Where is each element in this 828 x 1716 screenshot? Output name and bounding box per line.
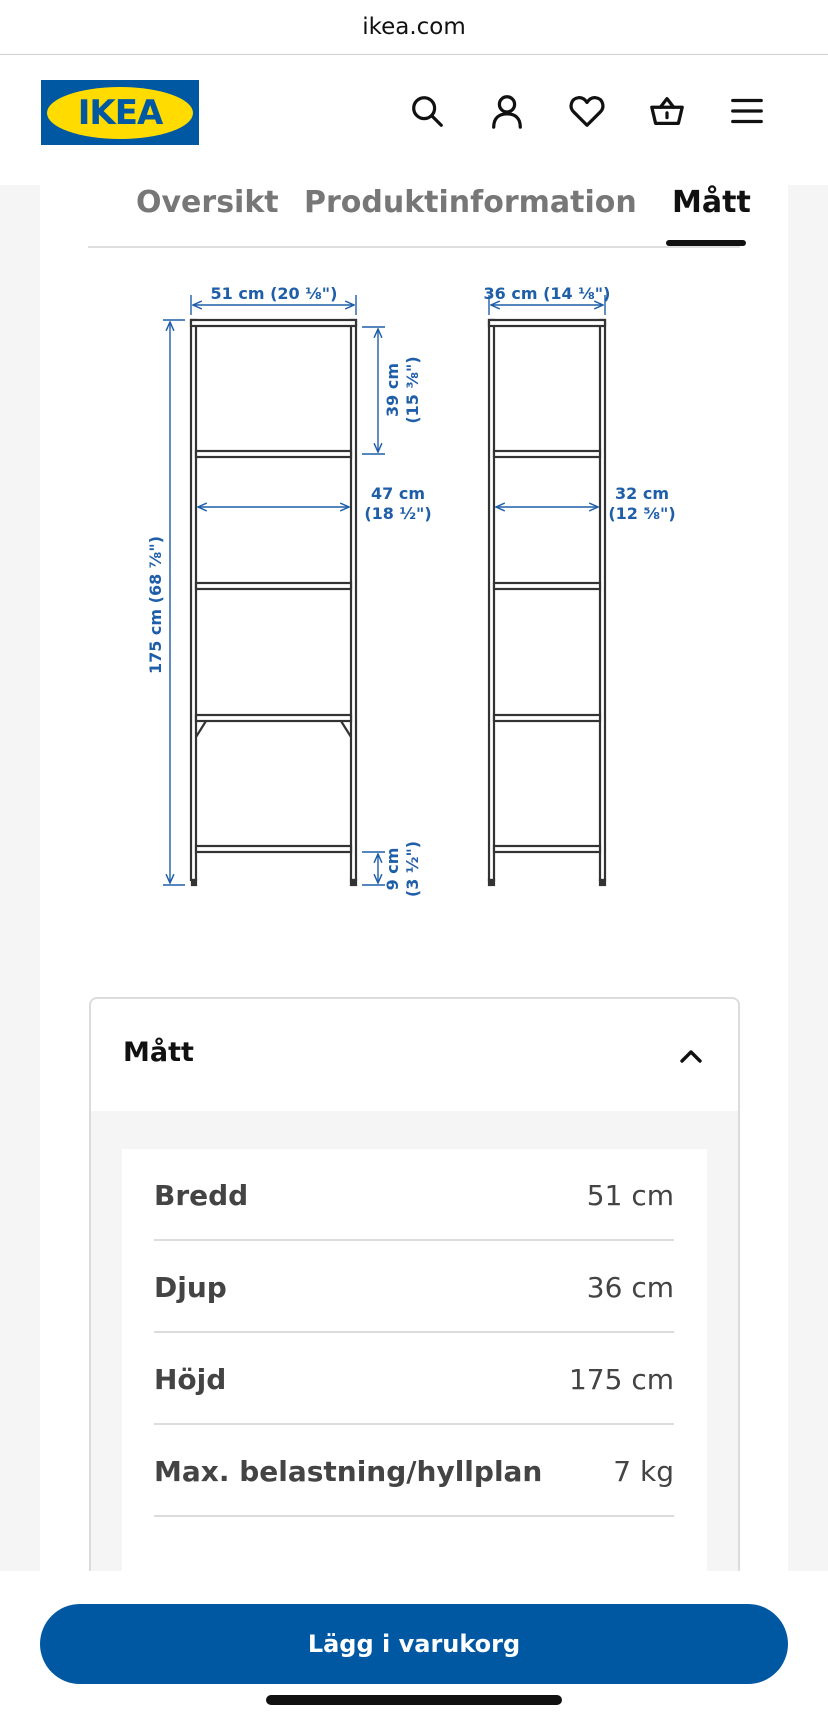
sticky-bottom-bar <box>0 1571 828 1716</box>
url-text: ikea.com <box>362 14 466 40</box>
top-spacing-in-label: (15 ⅜") <box>403 356 422 424</box>
spec-label: Höjd <box>154 1363 227 1396</box>
account-icon[interactable] <box>484 88 530 134</box>
spec-label: Bredd <box>154 1179 249 1212</box>
inner-depth-cm-label: 32 cm <box>615 484 669 503</box>
spec-row <box>154 1333 674 1425</box>
spec-label: Djup <box>154 1271 227 1304</box>
side-view-shelf <box>489 320 605 885</box>
front-view-shelf <box>191 320 356 885</box>
inner-depth-in-label: (12 ⅝") <box>608 504 676 523</box>
accordion-header[interactable] <box>91 999 738 1111</box>
spec-value: 51 cm <box>586 1179 674 1212</box>
product-content-card <box>40 185 788 1571</box>
spec-value: 7 kg <box>613 1455 674 1488</box>
spec-row <box>154 1425 674 1517</box>
spec-table <box>122 1149 707 1571</box>
spec-row <box>154 1241 674 1333</box>
ikea-logo[interactable] <box>41 80 199 145</box>
browser-url-bar[interactable] <box>0 0 828 55</box>
spec-value: 36 cm <box>586 1271 674 1304</box>
heart-icon[interactable] <box>564 88 610 134</box>
chevron-up-icon[interactable] <box>676 1041 706 1071</box>
side-depth-label: 36 cm (14 ⅛") <box>483 284 611 303</box>
foot-height-in-label: (3 ½") <box>403 840 422 898</box>
site-header <box>0 55 828 185</box>
product-tabs <box>88 185 751 248</box>
total-height-label: 175 cm (68 ⅞") <box>146 535 165 675</box>
inner-width-in-label: (18 ½") <box>364 504 432 523</box>
accordion-title: Mått <box>123 1037 194 1068</box>
inner-width-cm-label: 47 cm <box>371 484 425 503</box>
logo-text: IKEA <box>77 92 163 133</box>
active-tab-indicator <box>666 240 746 246</box>
foot-height-cm-label: 9 cm <box>383 847 402 891</box>
tab-produktinformation[interactable]: Produktinformation <box>304 185 637 220</box>
cart-icon[interactable] <box>644 88 690 134</box>
spec-value: 175 cm <box>568 1363 674 1396</box>
logo-oval <box>47 87 193 139</box>
front-width-label: 51 cm (20 ⅛") <box>210 284 338 303</box>
menu-icon[interactable] <box>724 88 770 134</box>
dimensions-accordion <box>89 997 740 1571</box>
tab-oversikt[interactable]: Oversikt <box>136 185 279 220</box>
spec-row <box>154 1149 674 1241</box>
tab-matt[interactable]: Mått <box>672 185 751 220</box>
add-to-cart-button[interactable]: Lägg i varukorg <box>40 1604 788 1684</box>
top-spacing-cm-label: 39 cm <box>383 363 402 417</box>
home-indicator <box>266 1695 562 1705</box>
spec-label: Max. belastning/hyllplan <box>154 1455 543 1488</box>
search-icon[interactable] <box>404 88 450 134</box>
